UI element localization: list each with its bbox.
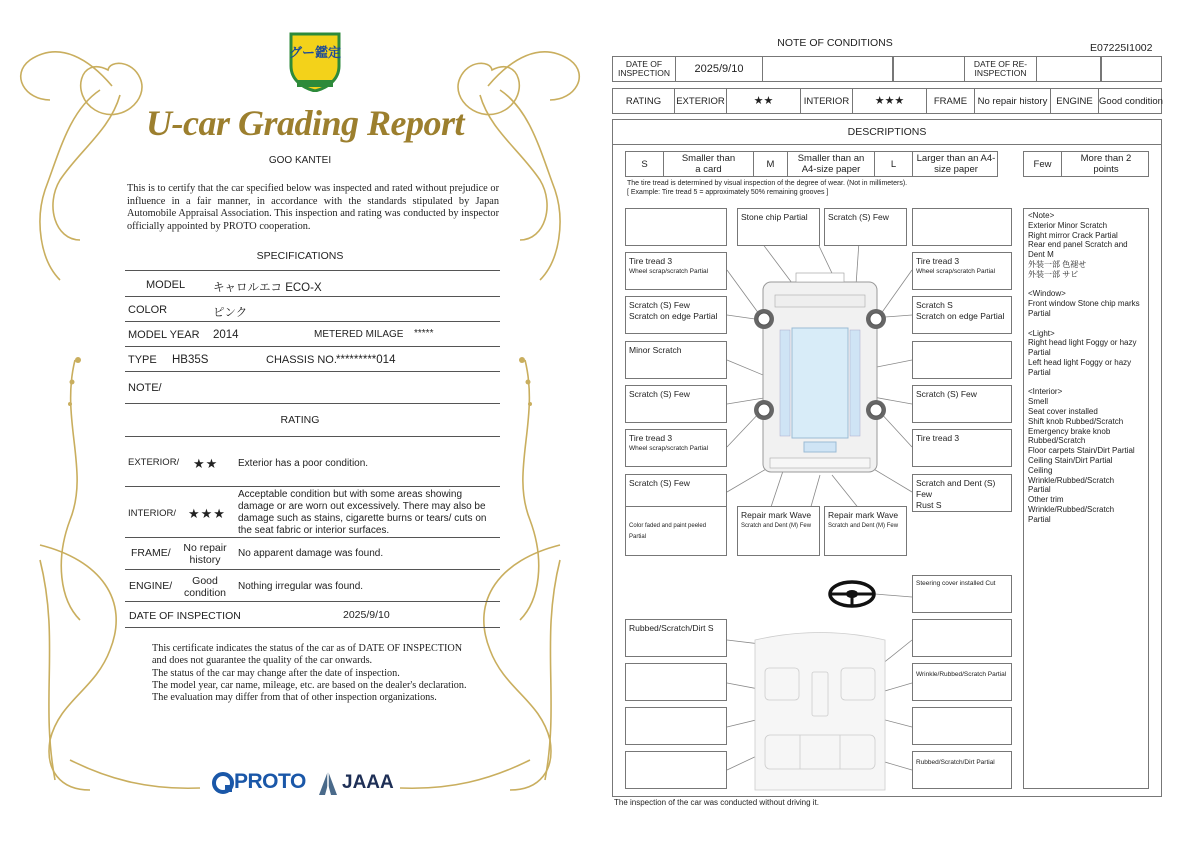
divider (125, 270, 500, 271)
exterior-note-box (912, 474, 1012, 512)
jaaa-wordmark: JAAA (342, 772, 394, 793)
divider (125, 436, 500, 437)
interior-note-box (625, 751, 727, 789)
exterior-note-box (625, 296, 727, 334)
exterior-note-box (912, 208, 1012, 246)
side-note-line: Rubbed/Scratch (1028, 436, 1086, 446)
tire-example: [ Example: Tire tread 5 = approximately 50% remaining grooves ] (627, 189, 829, 196)
tire-note: The tire tread is determined by visual inspection of the degree of wear. (Not in millimeters). (627, 180, 908, 187)
interior-note-box (912, 575, 1012, 613)
note-text: Repair mark Wave (741, 510, 812, 520)
note-text: Scratch (S) Few (629, 389, 690, 399)
sheet-title: NOTE OF CONDITIONS (777, 37, 893, 49)
engine-description: Nothing irregular was found. (238, 581, 364, 592)
exterior-note-box (824, 208, 907, 246)
side-note-line: Ceiling (1028, 465, 1053, 475)
footer-note: The inspection of the car was conducted without driving it. (614, 798, 819, 807)
specifications-heading: SPECIFICATIONS (256, 250, 344, 262)
side-note-line: Front window Stone chip marks (1028, 299, 1140, 309)
side-note-line: Right mirror Crack Partial (1028, 230, 1118, 240)
note-text: Scratch on edge Partial (916, 311, 1005, 321)
exterior-note-box (912, 296, 1012, 334)
note-text: Rubbed/Scratch/Dirt S (629, 623, 714, 633)
interior-note-box (625, 663, 727, 701)
disclaimer-line: The model year, car name, mileage, etc. are based on the dealer's declaration. (152, 679, 467, 691)
exterior-note-box (625, 341, 727, 379)
interior-note-box (625, 619, 727, 657)
note-text: Scratch (S) Few (828, 212, 889, 222)
frame-description: No apparent damage was found. (238, 548, 384, 559)
report-title: U-car Grading Report (145, 103, 464, 143)
exterior-label: EXTERIOR (676, 95, 725, 107)
divider (125, 569, 500, 570)
chassis-label: CHASSIS NO. (266, 354, 337, 366)
side-note-line: Seat cover installed (1028, 406, 1098, 416)
note-text: Wheel scrap/scratch Partial (916, 268, 996, 275)
note-text: Tire tread 3 (916, 256, 960, 266)
note-text: Wrinkle/Rubbed/Scratch Partial (916, 671, 1007, 678)
side-note-line: <Note> (1028, 211, 1055, 220)
badge-label: グー鑑定 (288, 45, 341, 60)
interior-stars: ★★★ (188, 506, 226, 521)
divider (125, 601, 500, 602)
note-text: Color faded and paint peeled Partial (629, 523, 707, 540)
exterior-note-box (912, 341, 1012, 379)
date-of-reinspection-label: DATE OF RE-INSPECTION (973, 58, 1028, 78)
type-value: HB35S (172, 354, 209, 366)
exterior-stars: ★★ (193, 456, 219, 471)
side-notes-panel (1023, 208, 1149, 789)
side-note-line: <Window> (1028, 289, 1066, 299)
exterior-note-box (737, 208, 820, 246)
reference-number: E07225I1002 (1090, 42, 1153, 54)
side-note-line: Partial (1028, 308, 1051, 318)
side-note-line: Emergency brake knob (1028, 426, 1111, 436)
side-note-line (1028, 280, 1144, 290)
exterior-note-box (625, 252, 727, 290)
model-value: キャロルエコ ECO-X (213, 282, 322, 294)
side-note-line: Dent M (1028, 250, 1054, 260)
note-of-conditions-sheet (600, 0, 1200, 848)
side-note-line: Right head light Foggy or hazy (1028, 338, 1137, 348)
divider (125, 321, 500, 322)
chassis-value: *********014 (336, 354, 396, 366)
interior-note-box (625, 707, 727, 745)
divider (125, 486, 500, 487)
side-note-line: Other trim (1028, 495, 1064, 505)
interior-note-box (912, 619, 1012, 657)
exterior-description: Exterior has a poor condition. (238, 458, 369, 469)
size-m-description: Smaller than an A4-size paper (797, 153, 865, 175)
side-note-line: Partial (1028, 514, 1051, 524)
note-text: Tire tread 3 (916, 433, 960, 443)
exterior-note-box (737, 506, 820, 556)
size-s-description: Smaller than a card (681, 153, 736, 175)
disclaimer-line: The evaluation may differ from that of other inspection organizations. (152, 692, 437, 704)
side-note-line: Rear end panel Scratch and (1028, 240, 1128, 250)
descriptions-heading: DESCRIPTIONS (847, 126, 927, 138)
note-text: Rust S (916, 500, 942, 510)
note-text: Wheel scrap/scratch Partial (629, 268, 709, 275)
exterior-note-box (625, 208, 727, 246)
note-text: Scratch (S) Few (916, 389, 977, 399)
note-text: Rubbed/Scratch/Dirt Partial (916, 759, 995, 766)
metered-milage-label: METERED MILAGE (314, 329, 404, 340)
divider (125, 296, 500, 297)
note-text: Stone chip Partial (741, 212, 808, 222)
date-of-inspection-value: 2025/9/10 (694, 62, 744, 75)
interior-note-box (912, 751, 1012, 789)
few-label: Few (1033, 158, 1052, 170)
proto-mark-icon (212, 772, 234, 794)
interior-description: Acceptable condition but with some areas showing damage or are worn out excessively. There may also be damage such as stains, cigarette burns or tears/ cuts on the seat fabric or interior surfaces. (238, 489, 487, 536)
jaaa-mark-icon (318, 770, 338, 796)
divider (125, 346, 500, 347)
side-note-line: Floor carpets Stain/Dirt Partial (1028, 446, 1135, 456)
interior-label: INTERIOR/ (128, 508, 177, 519)
date-of-inspection-label: DATE OF INSPECTION (618, 58, 670, 78)
proto-wordmark: PROTO (234, 770, 306, 793)
note-text: Scratch and Dent (S) Few (916, 478, 996, 499)
model-year-value: 2014 (213, 329, 239, 341)
engine-label: ENGINE/ (129, 580, 173, 592)
divider (125, 403, 500, 404)
exterior-note-box (912, 429, 1012, 467)
date-of-inspection-label: DATE OF INSPECTION (129, 610, 241, 622)
side-note-line (1028, 378, 1144, 388)
side-note-line: Wrinkle/Rubbed/Scratch (1028, 504, 1115, 514)
exterior-note-box (625, 429, 727, 467)
exterior-note-box (625, 385, 727, 423)
color-value: ピンク (213, 307, 248, 319)
interior-stars: ★★★ (874, 94, 905, 107)
frame-label: FRAME (933, 95, 968, 107)
note-text: Wheel scrap/scratch Partial (629, 445, 709, 452)
exterior-note-box (625, 506, 727, 556)
side-note-line: Partial (1028, 485, 1051, 495)
type-label: TYPE (128, 354, 157, 366)
color-label: COLOR (128, 304, 168, 316)
note-text: Repair mark Wave (828, 510, 899, 520)
note-text: Steering cover installed Cut (916, 580, 996, 587)
exterior-note-box (824, 506, 907, 556)
side-note-line: 外装一部 サビ (1028, 269, 1079, 279)
engine-value: Good condition (183, 575, 227, 599)
note-text: Scratch S (916, 300, 953, 310)
side-note-line: Smell (1028, 397, 1049, 407)
exterior-note-box (912, 252, 1012, 290)
exterior-label: EXTERIOR/ (128, 457, 180, 468)
model-label: MODEL (146, 279, 186, 291)
jaaa-logo (318, 770, 398, 798)
brand-name: GOO KANTEI (268, 155, 332, 166)
date-of-inspection-value: 2025/9/10 (343, 609, 390, 621)
rating-label: RATING (625, 95, 662, 107)
side-note-line: Shift knob Rubbed/Scratch (1028, 416, 1124, 426)
frame-label: FRAME/ (131, 547, 171, 559)
divider (125, 627, 500, 628)
note-text: Scratch on edge Partial (629, 311, 718, 321)
note-text: Scratch and Dent (M) Few (828, 523, 899, 529)
engine-label: ENGINE (1056, 95, 1093, 107)
side-note-line: Left head light Foggy or hazy (1028, 357, 1132, 367)
rating-heading: RATING (280, 414, 320, 426)
divider (125, 537, 500, 538)
steering-wheel-icon (830, 582, 874, 606)
note-text: Tire tread 3 (629, 433, 673, 443)
side-note-line: Exterior Minor Scratch (1028, 220, 1108, 230)
side-note-line: 外装一部 色褪せ (1028, 259, 1087, 269)
side-note-line: <Light> (1028, 328, 1055, 338)
disclaimer-line: This certificate indicates the status of the car as of DATE OF INSPECTION and does not guarantee the quality of the car onwards. (152, 643, 463, 667)
divider (125, 371, 500, 372)
note-text: Minor Scratch (629, 345, 682, 355)
exterior-stars: ★★ (753, 94, 774, 107)
frame-value: No repair history (183, 542, 227, 566)
frame-value: No repair history (977, 95, 1048, 107)
exterior-note-box (912, 385, 1012, 423)
size-m-label: M (766, 158, 775, 170)
engine-value: Good condition (1099, 95, 1163, 107)
side-note-line: Ceiling Stain/Dirt Partial (1028, 455, 1113, 465)
metered-milage-value: ***** (414, 328, 434, 339)
note-text: Tire tread 3 (629, 256, 673, 266)
size-l-description: Larger than an A4-size paper (916, 153, 996, 175)
side-note-line: Wrinkle/Rubbed/Scratch (1028, 475, 1115, 485)
interior-note-box (912, 707, 1012, 745)
size-s-label: S (641, 158, 648, 170)
car-top-view (754, 273, 886, 472)
note-text: Scratch (S) Few (629, 300, 690, 310)
note-text: Scratch and Dent (M) Few (741, 523, 812, 529)
interior-view (755, 633, 885, 791)
intro-text: This is to certify that the car specified below was inspected and rated without prejudice or influence in a fair manner, in accordance with the standards stipulated by Japan Automobile Appraisal Association. This inspection and rating was conducted by inspector officially appointed by PROTO cooperation. (127, 183, 499, 232)
goo-kantei-badge (287, 30, 343, 92)
side-note-line (1028, 319, 1144, 329)
disclaimer (152, 643, 472, 704)
proto-logo (212, 770, 312, 798)
interior-label: INTERIOR (803, 95, 850, 107)
size-l-label: L (890, 158, 897, 170)
model-year-label: MODEL YEAR (128, 329, 200, 341)
side-note-line: Partial (1028, 348, 1051, 358)
interior-note-box (912, 663, 1012, 701)
side-note-line: Partial (1028, 367, 1051, 377)
few-description: More than 2 points (1080, 153, 1132, 175)
note-text: Scratch (S) Few (629, 478, 690, 488)
side-note-line: <Interior> (1028, 387, 1063, 397)
note-label: NOTE/ (128, 382, 162, 394)
disclaimer-line: The status of the car may change after the date of inspection. (152, 667, 400, 679)
